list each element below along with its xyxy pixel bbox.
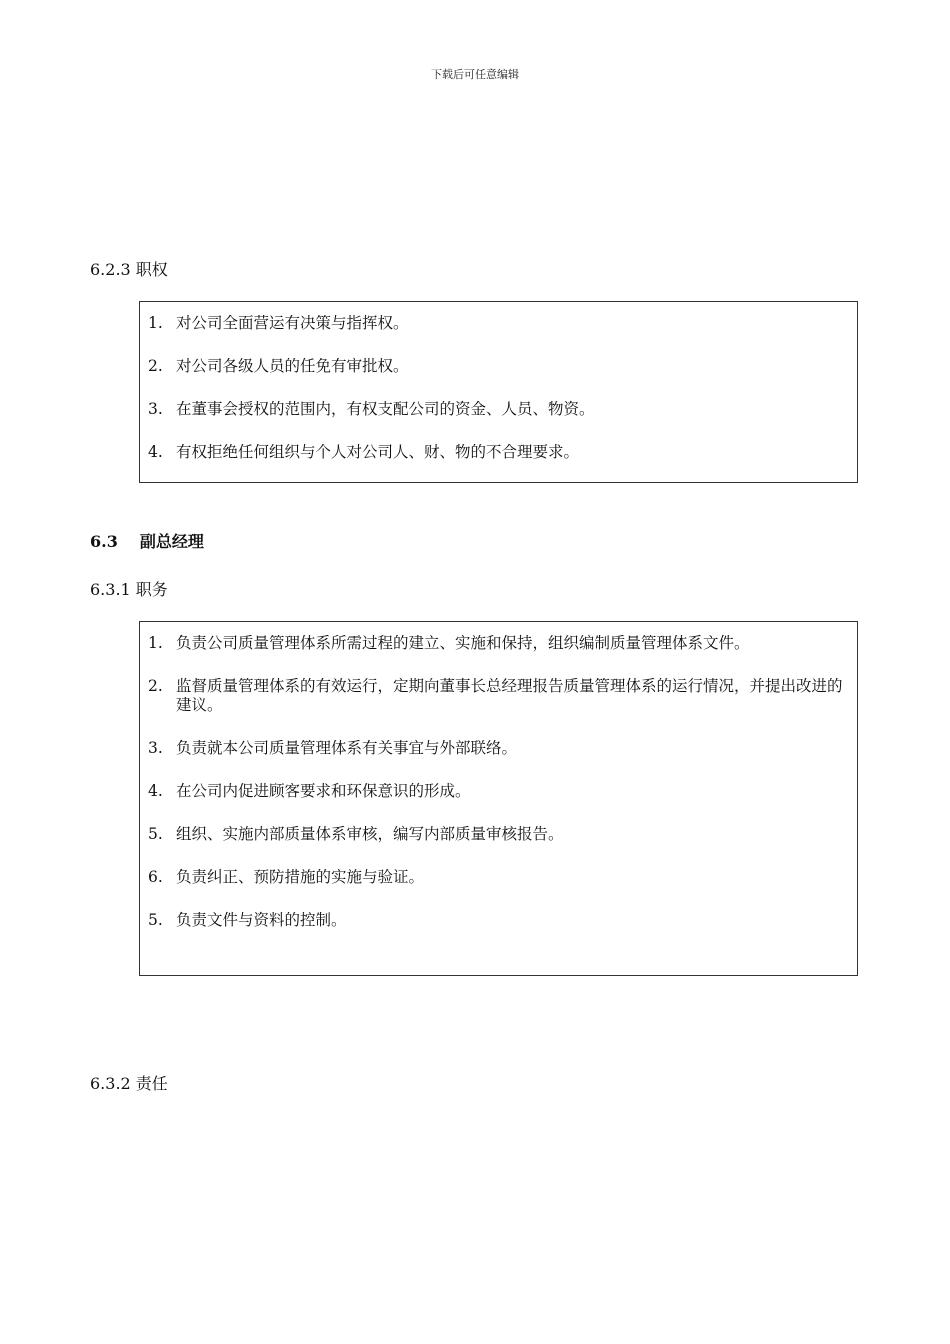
item-number: 1. xyxy=(148,314,163,332)
item-number: 6. xyxy=(148,868,163,886)
section-number: 6.3 xyxy=(90,532,118,551)
heading-6-3-1: 6.3.1 职务 xyxy=(90,580,168,599)
list-item xyxy=(148,634,843,653)
item-text: 有权拒绝任何组织与个人对公司人、财、物的不合理要求。 xyxy=(176,443,580,461)
list-item xyxy=(148,400,843,419)
heading-6-2-3: 6.2.3 职权 xyxy=(90,260,168,279)
item-number: 4. xyxy=(148,443,163,461)
item-text: 在董事会授权的范围内，有权支配公司的资金、人员、物资。 xyxy=(176,400,595,418)
item-number: 1. xyxy=(148,634,163,652)
page-header-note: 下载后可任意编辑 xyxy=(431,68,519,81)
item-number: 2. xyxy=(148,357,163,375)
item-number: 3. xyxy=(148,739,163,757)
item-number: 5. xyxy=(148,911,163,929)
list-item xyxy=(148,911,843,930)
list-item xyxy=(148,825,843,844)
list-item xyxy=(148,314,843,333)
section-title: 副总经理 xyxy=(139,532,204,551)
duties-box xyxy=(139,621,858,976)
heading-6-3-2: 6.3.2 责任 xyxy=(90,1074,168,1093)
authority-box xyxy=(139,301,858,483)
item-text: 负责文件与资料的控制。 xyxy=(176,911,347,929)
list-item xyxy=(148,357,843,376)
item-number: 2. xyxy=(148,677,163,695)
item-number: 5. xyxy=(148,825,163,843)
item-text: 组织、实施内部质量体系审核，编写内部质量审核报告。 xyxy=(176,825,564,843)
item-number: 4. xyxy=(148,782,163,800)
list-item xyxy=(148,868,843,887)
item-text: 对公司全面营运有决策与指挥权。 xyxy=(176,314,409,332)
heading-6-3 xyxy=(90,532,204,552)
item-text: 对公司各级人员的任免有审批权。 xyxy=(176,357,409,375)
item-number: 3. xyxy=(148,400,163,418)
duties-list xyxy=(148,634,843,930)
list-item xyxy=(148,739,843,758)
item-text: 在公司内促进顾客要求和环保意识的形成。 xyxy=(176,782,471,800)
item-text: 负责就本公司质量管理体系有关事宜与外部联络。 xyxy=(176,739,518,757)
list-item xyxy=(148,443,843,462)
list-item xyxy=(148,677,843,715)
item-text: 负责纠正、预防措施的实施与验证。 xyxy=(176,868,425,886)
item-text: 监督质量管理体系的有效运行，定期向董事长总经理报告质量管理体系的运行情况，并提出改进的建议。 xyxy=(176,677,843,714)
list-item xyxy=(148,782,843,801)
item-text: 负责公司质量管理体系所需过程的建立、实施和保持，组织编制质量管理体系文件。 xyxy=(176,634,750,652)
authority-list xyxy=(148,314,843,462)
